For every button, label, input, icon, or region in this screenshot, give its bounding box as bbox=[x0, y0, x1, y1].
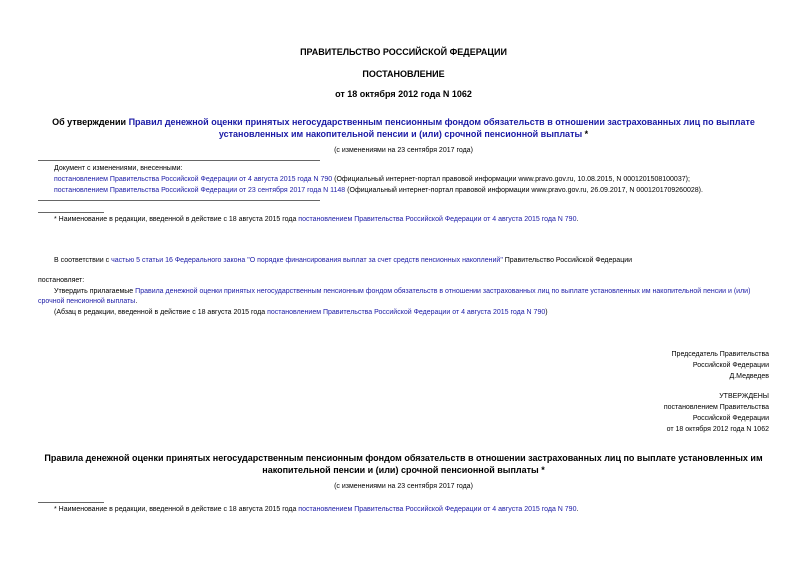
p3-rules-link[interactable]: Правила денежной оценки принятых негосударственным пенсионным фондом обязательств в отношении застрахованных лиц по выплате установленных им накопительной пенсии и (или) bbox=[135, 288, 751, 295]
p3-rules-link-cont[interactable]: срочной пенсионной выплаты bbox=[38, 298, 136, 305]
p1-law-link[interactable]: частью 5 статьи 16 Федерального закона "О порядке финансирования выплат за счет средств пенсионных накоплений" bbox=[111, 257, 503, 264]
footnote-1-text: * Наименование в редакции, введенной в действие с 18 августа 2015 года bbox=[54, 216, 299, 223]
signature-position: Председатель Правительства bbox=[671, 351, 769, 358]
approved-stamp: УТВЕРЖДЕНЫ bbox=[719, 393, 769, 400]
amendments-heading: Документ с изменениями, внесенными: bbox=[54, 165, 183, 172]
p1-prefix: В соответствии с bbox=[54, 257, 112, 264]
body-paragraph-1 bbox=[54, 256, 632, 266]
body-paragraph-2: постановляет: bbox=[38, 277, 85, 284]
p3-end: . bbox=[135, 298, 138, 305]
approved-date: от 18 октября 2012 года N 1062 bbox=[666, 426, 769, 433]
amendment-link-1[interactable]: постановлением Правительства Российской Федерации от 4 августа 2015 года N 790 bbox=[54, 176, 333, 183]
p3-prefix: Утвердить прилагаемые bbox=[54, 288, 136, 295]
document-title bbox=[0, 116, 807, 128]
changes-note: (с изменениями на 23 сентября 2017 года) bbox=[334, 147, 473, 154]
signature-country: Российской Федерации bbox=[692, 362, 769, 369]
title-link-rules-cont[interactable]: установленных им накопительной пенсии и (или) срочной пенсионной выплаты bbox=[218, 129, 583, 139]
footnote-2-end: . bbox=[576, 506, 579, 513]
footnote-1-link[interactable]: постановлением Правительства Российской Федерации от 4 августа 2015 года N 790 bbox=[298, 216, 577, 223]
title-prefix: Об утверждении bbox=[52, 117, 129, 127]
body-paragraph-4 bbox=[54, 308, 548, 318]
footnote-2-text: * Наименование в редакции, введенной в действие с 18 августа 2015 года bbox=[54, 506, 299, 513]
amendment-text-2: (Официальный интернет-портал правовой информации www.pravo.gov.ru, 26.09.2017, N 0001201709260028). bbox=[345, 187, 703, 194]
body-paragraph-3 bbox=[54, 287, 750, 297]
footnote-1-end: . bbox=[576, 216, 579, 223]
doc-date-number: от 18 октября 2012 года N 1062 bbox=[335, 89, 472, 99]
amendment-link-2[interactable]: постановлением Правительства Российской Федерации от 23 сентября 2017 года N 1148 bbox=[54, 187, 346, 194]
p4-end: ) bbox=[545, 309, 548, 316]
doc-type-heading: ПОСТАНОВЛЕНИЕ bbox=[362, 69, 445, 79]
footnote-1 bbox=[54, 215, 578, 225]
body-paragraph-3-line2 bbox=[38, 297, 137, 307]
amendment-item-2 bbox=[54, 186, 703, 196]
approved-by: постановлением Правительства bbox=[663, 404, 769, 411]
amendments-top-rule bbox=[38, 160, 320, 161]
rules-title-line2: накопительной пенсии и (или) срочной пенсионной выплаты * bbox=[262, 465, 545, 475]
document-title-line2 bbox=[0, 128, 807, 140]
footnote-2-link[interactable]: постановлением Правительства Российской Федерации от 4 августа 2015 года N 790 bbox=[298, 506, 577, 513]
p4-link[interactable]: постановлением Правительства Российской Федерации от 4 августа 2015 года N 790 bbox=[267, 309, 546, 316]
amendment-item-1 bbox=[54, 175, 690, 185]
title-link-rules[interactable]: Правил денежной оценки принятых негосударственным пенсионным фондом обязательств в отношении застрахованных лиц по выплате bbox=[128, 117, 755, 127]
changes-note-2: (с изменениями на 23 сентября 2017 года) bbox=[334, 483, 473, 490]
p1-suffix: Правительство Российской Федерации bbox=[502, 257, 633, 264]
amendment-text-1: (Официальный интернет-портал правовой информации www.pravo.gov.ru, 10.08.2015, N 0001201508100037); bbox=[332, 176, 690, 183]
approved-country: Российской Федерации bbox=[692, 415, 769, 422]
footnote-2 bbox=[54, 505, 578, 515]
footnote-rule-2 bbox=[38, 502, 104, 503]
footnote-rule-1 bbox=[38, 212, 104, 213]
title-star: * bbox=[582, 129, 589, 139]
rules-title: Правила денежной оценки принятых негосударственным пенсионным фондом обязательств в отношении застрахованных лиц по выплате установленных им bbox=[44, 453, 763, 463]
amendments-bottom-rule bbox=[38, 200, 320, 201]
signature-name: Д.Медведев bbox=[729, 373, 769, 380]
p4-prefix: (Абзац в редакции, введенной в действие с 18 августа 2015 года bbox=[54, 309, 268, 316]
org-heading: ПРАВИТЕЛЬСТВО РОССИЙСКОЙ ФЕДЕРАЦИИ bbox=[300, 47, 507, 57]
